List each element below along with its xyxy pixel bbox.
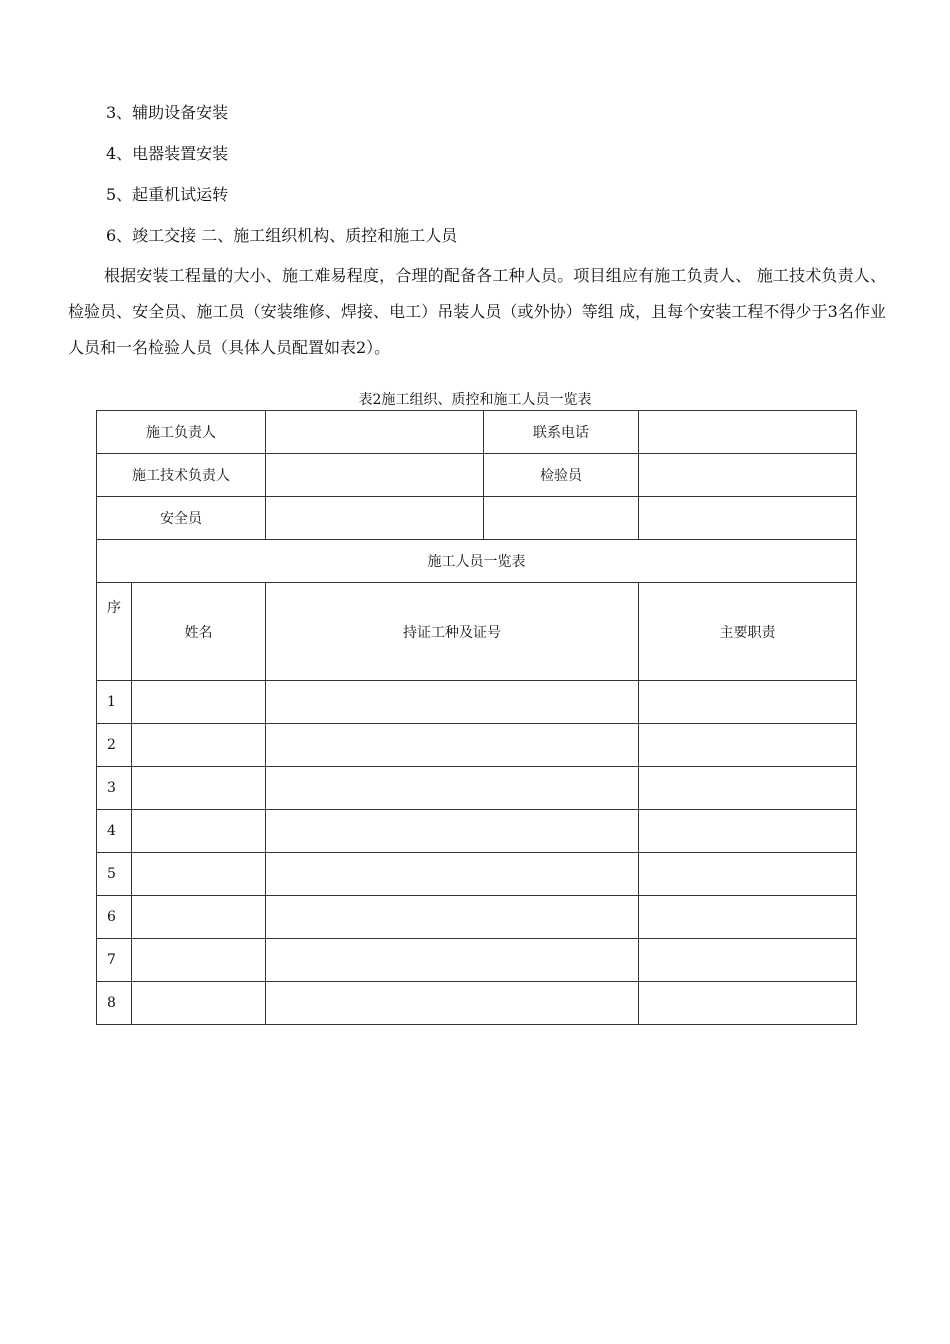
name-cell xyxy=(132,810,266,853)
certificate-cell xyxy=(266,939,639,982)
table-row xyxy=(97,454,857,497)
certificate-cell xyxy=(266,681,639,724)
table-row xyxy=(97,896,857,939)
construction-lead-value xyxy=(266,411,484,454)
row-number: 4 xyxy=(97,810,132,853)
column-header-seq: 序 xyxy=(97,583,132,681)
name-cell xyxy=(132,939,266,982)
list-item-3: 3、辅助设备安装 xyxy=(106,103,229,122)
duties-cell xyxy=(639,724,857,767)
certificate-cell xyxy=(266,853,639,896)
table-caption: 表2施工组织、质控和施工人员一览表 xyxy=(358,392,592,408)
column-header-duties: 主要职责 xyxy=(639,583,857,681)
construction-lead-label: 施工负责人 xyxy=(97,411,266,454)
table-row xyxy=(97,540,857,583)
row-number: 5 xyxy=(97,853,132,896)
phone-label: 联系电话 xyxy=(484,411,639,454)
table-row xyxy=(97,982,857,1025)
safety-officer-value xyxy=(266,497,484,540)
row-number: 3 xyxy=(97,767,132,810)
table-row xyxy=(97,411,857,454)
row-number: 8 xyxy=(97,982,132,1025)
certificate-cell xyxy=(266,767,639,810)
staff-section-title: 施工人员一览表 xyxy=(97,540,857,583)
list-item-6-section-heading: 6、竣工交接 二、施工组织机构、质控和施工人员 xyxy=(106,226,458,245)
row-number: 2 xyxy=(97,724,132,767)
table-row xyxy=(97,724,857,767)
list-item-5: 5、起重机试运转 xyxy=(106,185,229,204)
duties-cell xyxy=(639,681,857,724)
certificate-cell xyxy=(266,896,639,939)
list-item-4: 4、电器装置安装 xyxy=(106,144,229,163)
duties-cell xyxy=(639,982,857,1025)
tech-lead-label: 施工技术负责人 xyxy=(97,454,266,497)
name-cell xyxy=(132,767,266,810)
table-row xyxy=(97,767,857,810)
table-row xyxy=(97,497,857,540)
duties-cell xyxy=(639,939,857,982)
name-cell xyxy=(132,896,266,939)
duties-cell xyxy=(639,767,857,810)
body-paragraph: 根据安装工程量的大小、施工难易程度，合理的配备各工种人员。项目组应有施工负责人、 施工技术负责人、检验员、安全员、施工员（安装维修、焊接、电工）吊装人员（或外协）等组 成，且每个安装工程不得少于3名作业人员和一名检验人员（具体人员配置如表2）。 xyxy=(68,266,886,357)
column-header-name: 姓名 xyxy=(132,583,266,681)
tech-lead-value xyxy=(266,454,484,497)
name-cell xyxy=(132,982,266,1025)
row-number: 7 xyxy=(97,939,132,982)
safety-officer-label: 安全员 xyxy=(97,497,266,540)
inspector-value xyxy=(639,454,857,497)
table-row xyxy=(97,681,857,724)
duties-cell xyxy=(639,896,857,939)
duties-cell xyxy=(639,810,857,853)
empty-cell xyxy=(484,497,639,540)
row-number: 6 xyxy=(97,896,132,939)
duties-cell xyxy=(639,853,857,896)
name-cell xyxy=(132,853,266,896)
row-number: 1 xyxy=(97,681,132,724)
name-cell xyxy=(132,724,266,767)
empty-cell xyxy=(639,497,857,540)
inspector-label: 检验员 xyxy=(484,454,639,497)
certificate-cell xyxy=(266,724,639,767)
staff-table xyxy=(96,410,857,1025)
table-row xyxy=(97,853,857,896)
table-header-row xyxy=(97,583,857,681)
table-row xyxy=(97,939,857,982)
certificate-cell xyxy=(266,982,639,1025)
column-header-certificate: 持证工种及证号 xyxy=(266,583,639,681)
certificate-cell xyxy=(266,810,639,853)
phone-value xyxy=(639,411,857,454)
table-row xyxy=(97,810,857,853)
name-cell xyxy=(132,681,266,724)
